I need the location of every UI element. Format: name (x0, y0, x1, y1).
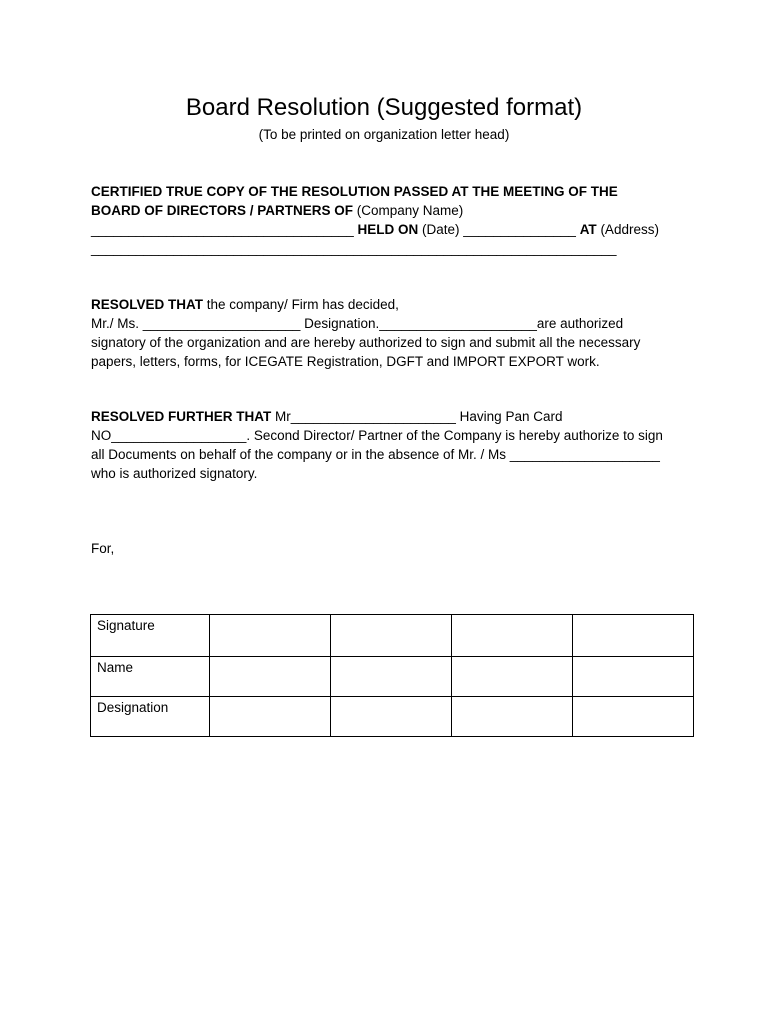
signature-cell (210, 615, 331, 657)
resolved-that-text: the company/ Firm has decided, (203, 297, 399, 312)
company-name-placeholder: (Company Name) (353, 203, 464, 218)
resolved-further-line-3: all Documents on behalf of the company or in the absence of Mr. / Ms ____________________ (91, 447, 660, 462)
at-label: AT (579, 222, 597, 237)
resolved-that-label: RESOLVED THAT (91, 297, 204, 312)
certified-line-1: CERTIFIED TRUE COPY OF THE RESOLUTION PASSED AT THE MEETING OF THE (91, 184, 618, 199)
name-cell (573, 657, 694, 697)
row-label-designation: Designation (91, 697, 210, 737)
date-placeholder: (Date) _______________ (418, 222, 580, 237)
signature-cell (573, 615, 694, 657)
designation-cell (210, 697, 331, 737)
resolved-further-line-1 (91, 407, 562, 426)
designation-cell (331, 697, 452, 737)
document-subtitle: (To be printed on organization letter head) (258, 127, 510, 142)
certified-line-3 (91, 220, 659, 239)
company-name-blank: ___________________________________ (91, 222, 358, 237)
row-label-name: Name (91, 657, 210, 697)
designation-cell (573, 697, 694, 737)
name-cell (452, 657, 573, 697)
resolved-further-text: Mr______________________ Having Pan Card (271, 409, 563, 424)
table-row (91, 615, 694, 657)
signature-cell (331, 615, 452, 657)
signature-cell (452, 615, 573, 657)
designation-cell (452, 697, 573, 737)
resolved-line-2: Mr./ Ms. _____________________ Designation._____________________are authorized (91, 316, 624, 331)
resolved-further-line-4: who is authorized signatory. (91, 466, 258, 481)
document-title: Board Resolution (Suggested format) (185, 94, 583, 121)
held-on-label: HELD ON (357, 222, 419, 237)
table-row (91, 697, 694, 737)
certified-line-2 (91, 201, 463, 220)
address-placeholder: (Address) (596, 222, 659, 237)
name-cell (331, 657, 452, 697)
resolved-line-3: signatory of the organization and are hereby authorized to sign and submit all the necessary (91, 335, 641, 350)
resolved-further-line-2: NO__________________. Second Director/ Partner of the Company is hereby authorize to sign (91, 428, 663, 443)
resolved-further-label: RESOLVED FURTHER THAT (91, 409, 272, 424)
row-label-signature: Signature (91, 615, 210, 657)
resolved-line-1 (91, 295, 399, 314)
name-cell (210, 657, 331, 697)
for-label: For, (91, 541, 115, 556)
resolved-line-4: papers, letters, forms, for ICEGATE Registration, DGFT and IMPORT EXPORT work. (91, 354, 600, 369)
certified-board-label: BOARD OF DIRECTORS / PARTNERS OF (91, 203, 354, 218)
signature-table (90, 614, 694, 737)
address-blank-line: ______________________________________________________________________ (91, 241, 617, 256)
table-row (91, 657, 694, 697)
